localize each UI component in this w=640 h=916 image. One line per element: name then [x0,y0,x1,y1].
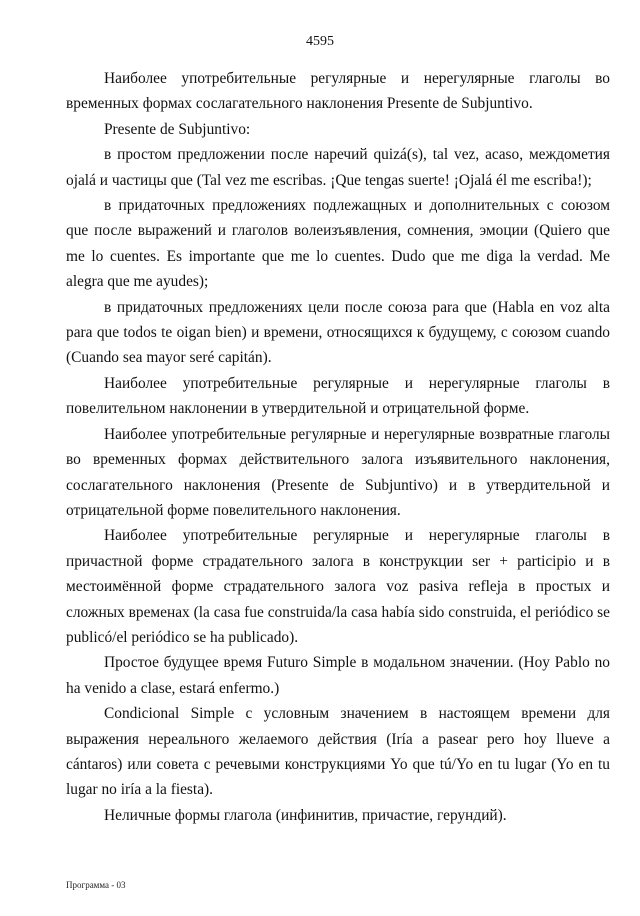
paragraph-non-finite: Неличные формы глагола (инфинитив, причастие, герундий). [104,806,507,824]
page-number: 4595 [306,34,334,49]
document-body [66,66,610,828]
footer-program-label: Программа - 03 [66,880,126,890]
paragraph-presente-heading: Presente de Subjuntivo: [104,120,251,138]
paragraph-subordinate-que: в придаточных предложениях подлежащных и дополнительных с союзом que после выражений и глаголов волеизъявления, сомнения, эмоции (Quiero que me lo cuentes. Es importante que me lo cuentes. Dudo que me diga la verdad. Me alegra que me ayudes); [66,197,610,291]
paragraph-imperative: Наиболее употребительные регулярные и нерегулярные глаголы в повелительном наклонении в утвердительной и отрицательной форме. [66,374,610,418]
paragraph-subjuntivo-intro: Наиболее употребительные регулярные и нерегулярные глаголы во временных формах сослагательного наклонения Presente de Subjuntivo. [66,70,610,113]
paragraph-simple-sentence: в простом предложении после наречий quizá(s), tal vez, acaso, междометия ojalá и частицы que (Tal vez me escribas. ¡Que tengas suerte! ¡Ojalá él me escriba!); [66,146,610,189]
paragraph-passive: Наиболее употребительные регулярные и нерегулярные глаголы в причастной форме страдательного залога в конструкции ser + participio и в местоимённой форме страдательного залога voz pasiva refleja в простых и сложных временах (la casa fue construida/la casa había sido construida, el periódico se publicó/el periódico se ha publicado). [66,527,610,646]
paragraph-condicional: Condicional Simple с условным значением в настоящем времени для выражения нереального желаемого действия (Iría a pasear pero hoy llueve a cántaros) или совета с речевыми конструкциями Yo que tú/Yo en tu lugar (Yo en tu lugar no iría a la fiesta). [66,705,610,799]
paragraph-para-que: в придаточных предложениях цели после союза para que (Habla en voz alta para que todos te oigan bien) и времени, относящихся к будущему, с союзом cuando (Cuando sea mayor seré capitán). [66,298,610,367]
paragraph-reflexive: Наиболее употребительные регулярные и нерегулярные возвратные глаголы во временных формах действительного залога изъявительного наклонения, сослагательного наклонения (Presente de Subjuntivo) и в утвердительной и отрицательной форме повелительного наклонения. [66,425,610,519]
paragraph-futuro-simple: Простое будущее время Futuro Simple в модальном значении. (Hoy Pablo no ha venido a clase, estará enfermo.) [66,654,610,697]
